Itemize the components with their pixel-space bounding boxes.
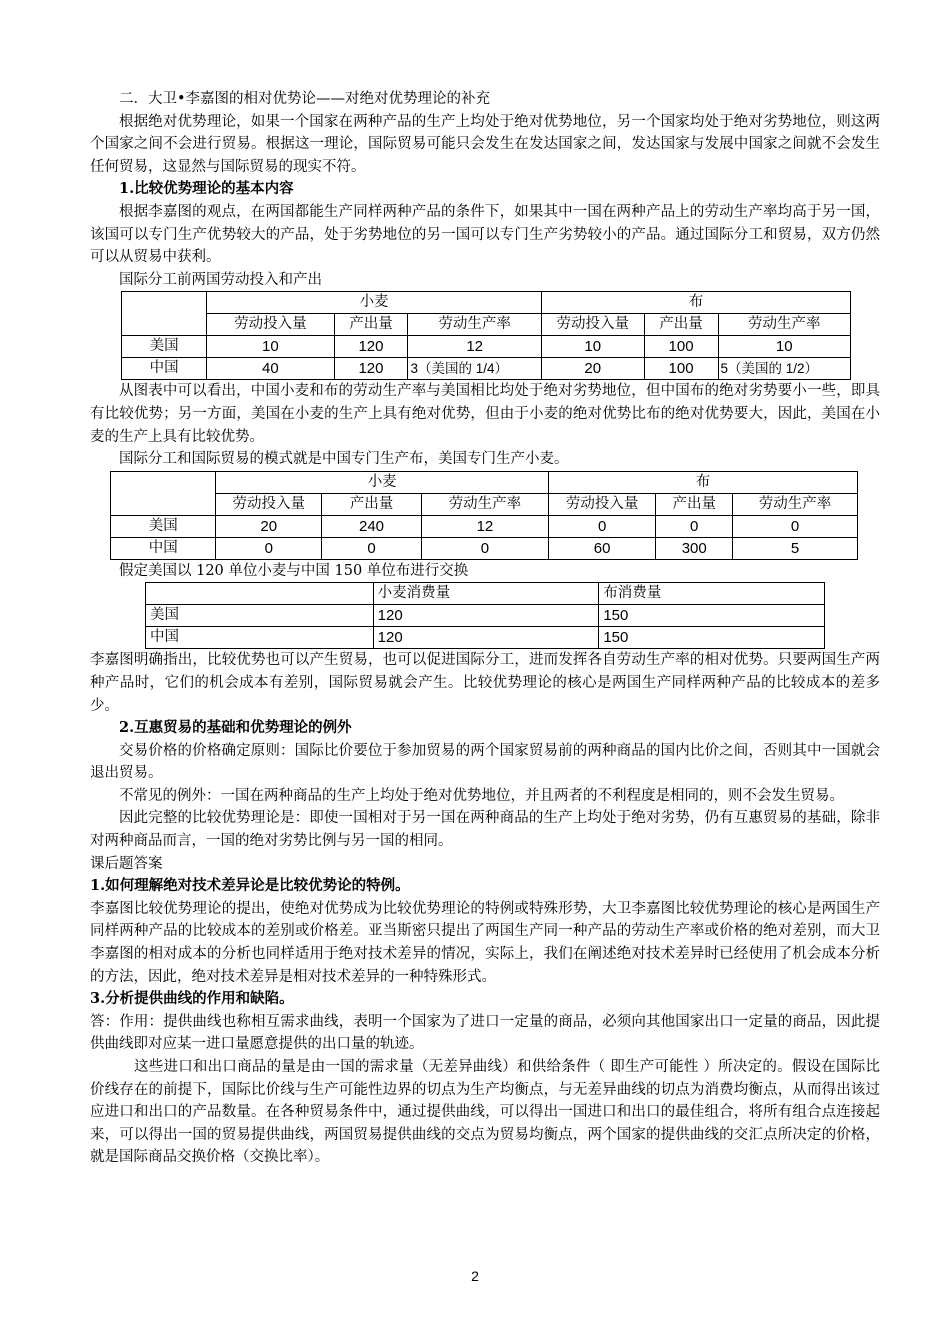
group-header-wheat: 小麦	[207, 292, 542, 314]
table-cell: 100	[644, 336, 718, 358]
table-cell: 20	[216, 515, 322, 537]
intro-paragraph: 根据绝对优势理论，如果一个国家在两种产品的生产上均处于绝对优势地位，另一个国家均处于绝对劣势地位，则这两个国家之间不会进行贸易。根据这一理论，国际贸易可能只会发生在发达国家之间，发达国家与发展中国家之间就不会发生任何贸易，这显然与国际贸易的现实不符。	[90, 113, 880, 175]
table-row	[122, 358, 851, 380]
table-corner-cell	[111, 471, 216, 515]
column-header: 布消费量	[599, 583, 825, 605]
table1-analysis-paragraph: 从图表中可以看出，中国小麦和布的劳动生产率与美国相比均处于绝对劣势地位，但中国布的绝对劣势要小一些，即具有比较优势；另一方面，美国在小麦的生产上具有绝对优势，但由于小麦的绝对优势比布的绝对优势要大，因此，美国在小麦的生产上具有比较优势。	[90, 383, 880, 445]
table-corner-cell	[146, 583, 374, 605]
question-3-answer: 答：作用：提供曲线也称相互需求曲线，表明一个国家为了进口一定量的商品，必须向其他国家出口一定量的商品，因此提供曲线即对应某一进口量愿意提供的出口量的轨迹。	[90, 1013, 880, 1053]
column-header: 劳动投入量	[541, 314, 644, 336]
table-cell: 3（美国的 1/4）	[408, 358, 541, 380]
column-header: 劳动投入量	[548, 493, 655, 515]
row-label-usa: 美国	[146, 605, 374, 627]
group-header-cloth: 布	[548, 471, 857, 493]
table-cell: 120	[334, 336, 408, 358]
table-cell: 40	[207, 358, 334, 380]
column-header: 产出量	[334, 314, 408, 336]
table-cell: 5（美国的 1/2）	[718, 358, 850, 380]
table-row	[111, 537, 858, 559]
table-cell: 10	[207, 336, 334, 358]
table-header-row	[122, 292, 851, 314]
table-cell: 120	[373, 605, 599, 627]
price-principle-paragraph: 交易价格的价格确定原则：国际比价要位于参加贸易的两个国家贸易前的两种商品的国内比价之间，否则其中一国就会退出贸易。	[90, 742, 880, 782]
table-cell: 60	[548, 537, 655, 559]
table-cell: 20	[541, 358, 644, 380]
table-cell: 10	[541, 336, 644, 358]
table-cell: 100	[644, 358, 718, 380]
group-header-cloth: 布	[541, 292, 850, 314]
answers-heading: 课后题答案	[90, 855, 163, 872]
ricardo-paragraph: 李嘉图明确指出，比较优势也可以产生贸易，也可以促进国际分工，进而发挥各自劳动生产率的相对优势。只要两国生产两种产品时，它们的机会成本有差别，国际贸易就会产生。比较优势理论的核心是两国生产同样两种产品的比较成本的差多少。	[90, 652, 880, 714]
table-cell: 10	[718, 336, 850, 358]
table1-caption: 国际分工前两国劳动投入和产出	[119, 271, 322, 288]
table-consumption	[145, 582, 825, 649]
row-label-usa: 美国	[111, 515, 216, 537]
question-1-answer: 李嘉图比较优势理论的提出，使绝对优势成为比较优势理论的特例或特殊形势，大卫李嘉图比较优势理论的核心是两国生产同样两种产品的比较成本的差别或价格差。亚当斯密只提出了两国生产同一种产品的劳动生产率或价格的绝对差别，而大卫李嘉图的相对成本的分析也同样适用于绝对技术差异的情况，实际上，我们在阐述绝对技术差异时已经使用了机会成本分析的方法，因此，绝对技术差异是相对技术差异的一种特殊形式。	[90, 900, 880, 985]
row-label-china: 中国	[111, 537, 216, 559]
table-cell: 150	[599, 627, 825, 649]
column-header: 劳动生产率	[422, 493, 549, 515]
table-after-specialization	[110, 471, 858, 560]
table-cell: 0	[322, 537, 422, 559]
column-header: 劳动生产率	[408, 314, 541, 336]
table-cell: 150	[599, 605, 825, 627]
table-cell: 300	[656, 537, 733, 559]
table-row	[111, 515, 858, 537]
column-header: 小麦消费量	[373, 583, 599, 605]
column-header: 产出量	[656, 493, 733, 515]
table-row	[146, 605, 825, 627]
row-label-usa: 美国	[122, 336, 207, 358]
question-1-title: 1.如何理解绝对技术差异论是比较优势论的特例。	[90, 877, 410, 895]
page-number: 2	[471, 1268, 479, 1284]
table-subheader-row	[122, 314, 851, 336]
basic-content-paragraph: 根据李嘉图的观点，在两国都能生产同样两种产品的条件下，如果其中一国在两种产品上的劳动生产率均高于另一国，该国可以专门生产优势较大的产品，处于劣势地位的另一国可以专门生产劣势较小的产品。通过国际分工和贸易，双方仍然可以从贸易中获利。	[90, 203, 880, 266]
table-cell: 0	[422, 537, 549, 559]
table3-caption: 假定美国以 120 单位小麦与中国 150 单位布进行交换	[119, 562, 469, 579]
table-cell: 120	[373, 627, 599, 649]
table-cell: 0	[656, 515, 733, 537]
column-header: 劳动投入量	[207, 314, 334, 336]
table-subheader-row	[111, 493, 858, 515]
table-row	[146, 627, 825, 649]
table-cell: 0	[548, 515, 655, 537]
question-3-title: 3.分析提供曲线的作用和缺陷。	[90, 990, 294, 1008]
document-body	[90, 88, 880, 1169]
exception-paragraph: 不常见的例外：一国在两种商品的生产上均处于绝对优势地位，并且两者的不利程度是相同的，则不会发生贸易。	[119, 787, 844, 804]
table-cell: 240	[322, 515, 422, 537]
column-header: 产出量	[322, 493, 422, 515]
column-header: 劳动生产率	[718, 314, 850, 336]
table-header-row	[111, 471, 858, 493]
column-header: 劳动投入量	[216, 493, 322, 515]
subheading-mutual-trade: 2.互惠贸易的基础和优势理论的例外	[119, 719, 352, 737]
table-cell: 5	[733, 537, 858, 559]
table-header-row	[146, 583, 825, 605]
group-header-wheat: 小麦	[216, 471, 548, 493]
table-cell: 0	[733, 515, 858, 537]
row-label-china: 中国	[146, 627, 374, 649]
column-header: 劳动生产率	[733, 493, 858, 515]
question-3-paragraph-2: 这些进口和出口商品的量是由一国的需求量（无差异曲线）和供给条件（ 即生产可能性 ）所决定的。假设在国际比价线存在的前提下，国际比价线与生产可能性边界的切点为生产均衡点，与无差异曲线的切点为消费均衡点，从而得出该过应进口和出口的产品数量。在各种贸易条件中，通过提供曲线，可以得出一国进口和出口的最佳组合，将所有组合点连接起来，可以得出一国的贸易提供曲线，两国贸易提供曲线的交点为贸易均衡点，两个国家的提供曲线的交汇点所决定的价格，就是国际商品交换价格（交换比率）。	[90, 1059, 880, 1166]
section-heading: 二．大卫•李嘉图的相对优势论——对绝对优势理论的补充	[119, 91, 491, 107]
table-before-specialization	[121, 291, 851, 380]
table-row	[122, 336, 851, 358]
column-header: 产出量	[644, 314, 718, 336]
table2-caption: 国际分工和国际贸易的模式就是中国专门生产布，美国专门生产小麦。	[119, 451, 569, 468]
complete-theory-paragraph: 因此完整的比较优势理论是：即使一国相对于另一国在两种商品的生产上均处于绝对劣势，仍有互惠贸易的基础，除非对两种商品而言，一国的绝对劣势比例与另一国的相同。	[90, 810, 880, 850]
table-cell: 12	[422, 515, 549, 537]
table-cell: 120	[334, 358, 408, 380]
table-corner-cell	[122, 292, 207, 336]
row-label-china: 中国	[122, 358, 207, 380]
table-cell: 0	[216, 537, 322, 559]
table-cell: 12	[408, 336, 541, 358]
subheading-basic-content: 1.比较优势理论的基本内容	[119, 180, 294, 198]
